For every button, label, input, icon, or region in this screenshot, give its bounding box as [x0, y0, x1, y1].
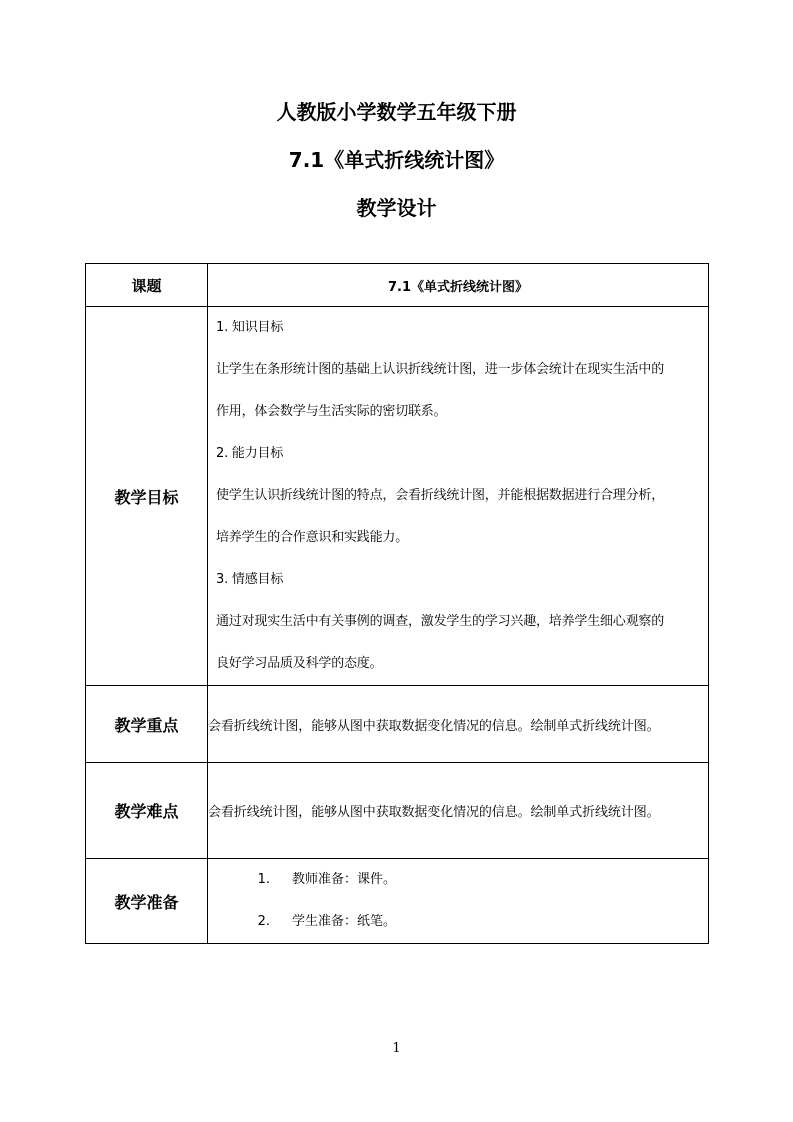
table-row-key-points	[86, 686, 709, 763]
goal-text-line: 通过对现实生活中有关事例的调查，激发学生的学习兴趣，培养学生细心观察的	[216, 614, 665, 629]
table-row-difficulties	[86, 763, 709, 859]
row-label-preparation: 教学准备	[86, 859, 208, 944]
lesson-plan-table	[85, 263, 709, 944]
preparation-content	[208, 859, 709, 944]
list-item-number: 2.	[257, 914, 270, 929]
lesson-title-value: 7.1《单式折线统计图》	[208, 264, 709, 307]
document-title-type: 教学设计	[356, 196, 437, 220]
key-points-value: 会看折线统计图，能够从图中获取数据变化情况的信息。绘制单式折线统计图。	[208, 686, 709, 763]
row-label-difficulties: 教学难点	[86, 763, 208, 859]
row-label-goals: 教学目标	[86, 307, 208, 686]
goal-heading-ability: 2. 能力目标	[216, 446, 284, 461]
goal-heading-emotion: 3. 情感目标	[216, 572, 284, 587]
row-label-lesson-title: 课题	[86, 264, 208, 307]
page-number: 1	[392, 1041, 401, 1056]
list-item-number: 1.	[257, 872, 270, 887]
difficulties-value: 会看折线统计图，能够从图中获取数据变化情况的信息。绘制单式折线统计图。	[208, 763, 709, 859]
goal-text-line: 使学生认识折线统计图的特点，会看折线统计图，并能根据数据进行合理分析，	[216, 488, 665, 503]
document-title-lesson: 7.1《单式折线统计图》	[288, 148, 505, 172]
list-item-text: 教师准备：课件。	[292, 872, 397, 887]
goal-heading-knowledge: 1. 知识目标	[216, 320, 284, 335]
list-item	[208, 859, 708, 901]
table-row-lesson-title	[86, 264, 709, 307]
list-item	[208, 901, 708, 943]
goal-text-line: 让学生在条形统计图的基础上认识折线统计图，进一步体会统计在现实生活中的	[216, 362, 665, 377]
table-row-goals	[86, 307, 709, 686]
goal-text-line: 培养学生的合作意识和实践能力。	[216, 530, 409, 545]
row-label-key-points: 教学重点	[86, 686, 208, 763]
document-header	[0, 100, 793, 220]
goal-text-line: 作用，体会数学与生活实际的密切联系。	[216, 404, 447, 419]
goal-text-line: 良好学习品质及科学的态度。	[216, 656, 383, 671]
document-title-series: 人教版小学数学五年级下册	[276, 100, 517, 124]
list-item-text: 学生准备：纸笔。	[292, 914, 397, 929]
goals-content	[208, 307, 709, 686]
table-row-preparation	[86, 859, 709, 944]
